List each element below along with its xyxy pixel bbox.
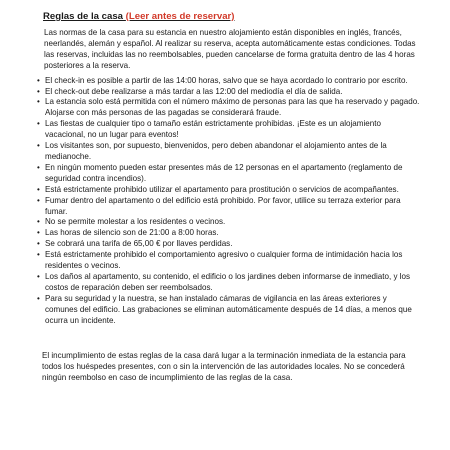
- rule-text: Fumar dentro del apartamento o del edificio está prohibido. Por favor, utilice su terraza exterior para fumar.: [45, 195, 401, 216]
- bullet-icon: •: [37, 119, 40, 129]
- rule-text: En ningún momento pueden estar presentes más de 12 personas en el apartamento (reglamento de seguridad contra incendios).: [45, 162, 403, 183]
- bullet-icon: •: [37, 184, 40, 194]
- rule-item: [37, 294, 420, 327]
- rule-item: [37, 97, 420, 119]
- rule-item: [37, 239, 420, 250]
- read-before-booking-note: (Leer antes de reservar): [125, 11, 235, 22]
- rule-text: El check-out debe realizarse a más tardar a las 12:00 del mediodía el día de salida.: [45, 86, 343, 96]
- house-rules-document: [37, 10, 420, 446]
- rule-item: [37, 272, 420, 294]
- bullet-icon: •: [37, 250, 40, 260]
- rule-item: [37, 217, 420, 228]
- bullet-icon: •: [37, 293, 40, 303]
- bullet-icon: •: [37, 217, 40, 227]
- rule-text: Las horas de silencio son de 21:00 a 8:00 horas.: [45, 228, 219, 238]
- rule-text: No se permite molestar a los residentes o vecinos.: [45, 217, 226, 227]
- closing-paragraph: El incumplimiento de estas reglas de la casa dará lugar a la terminación inmediata de la estancia para todos los huéspedes presentes, con o sin la intervención de las autoridades locales. No se concederá ningún reembolso en caso de incumplimiento de las reglas de la casa.: [42, 351, 406, 383]
- rule-item: [37, 196, 420, 218]
- bullet-icon: •: [37, 195, 40, 205]
- rule-item: [37, 228, 420, 239]
- bullet-icon: •: [37, 239, 40, 249]
- rule-item: [37, 250, 420, 272]
- rule-text: Está estrictamente prohibido el comportamiento agresivo o cualquier forma de intimidación hacia los residentes o vecinos.: [45, 250, 403, 271]
- rule-text: Se cobrará una tarifa de 65,00 € por llaves perdidas.: [45, 239, 233, 249]
- bullet-icon: •: [37, 141, 40, 151]
- rule-text: Los daños al apartamento, su contenido, el edificio o los jardines deben informarse de inmediato, y los costos de reparación deben ser reembolsados.: [45, 271, 411, 292]
- rule-item: [37, 87, 420, 98]
- rule-item: [37, 76, 420, 87]
- document-title: [43, 10, 419, 23]
- bullet-icon: •: [37, 75, 40, 85]
- bullet-icon: •: [37, 162, 40, 172]
- rule-item: [37, 163, 420, 185]
- bullet-icon: •: [37, 228, 40, 238]
- intro-paragraph: Las normas de la casa para su estancia en nuestro alojamiento están disponibles en inglés, francés, neerlandés, alemán y español. Al realizar su reserva, acepta automáticamente estas condiciones. Todas las reservas, incluidas las no reembolsables, pueden cancelarse de forma gratuita dentro de las 4 horas posteriores a la reserva.: [44, 28, 416, 70]
- rule-text: Los visitantes son, por supuesto, bienvenidos, pero deben abandonar el alojamiento antes de la medianoche.: [45, 141, 387, 161]
- rule-text: El check-in es posible a partir de las 14:00 horas, salvo que se haya acordado lo contrario por escrito.: [45, 75, 408, 85]
- rule-text: Está estrictamente prohibido utilizar el apartamento para prostitución o servicios de acompañantes.: [45, 184, 399, 194]
- rule-item: [37, 185, 420, 196]
- bullet-icon: •: [37, 271, 40, 281]
- title-text: Reglas de la casa: [43, 11, 123, 22]
- rule-text: Para su seguridad y la nuestra, se han instalado cámaras de vigilancia en las áreas exteriores y comunes del edificio. Las grabaciones se eliminan automáticamente después de 14 días, a menos que ocurra un incidente.: [45, 293, 412, 325]
- rule-item: [37, 119, 420, 141]
- bullet-icon: •: [37, 86, 40, 96]
- bullet-icon: •: [37, 97, 40, 107]
- rule-item: [37, 141, 420, 163]
- rules-list: [37, 75, 420, 327]
- rule-text: La estancia solo está permitida con el número máximo de personas para las que ha reservado y pagado. Alojarse con más personas de las pagadas se considerará fraude.: [45, 97, 420, 118]
- rule-text: Las fiestas de cualquier tipo o tamaño están estrictamente prohibidas. ¡Este es un alojamiento vacacional, no un lugar para eventos!: [45, 119, 381, 140]
